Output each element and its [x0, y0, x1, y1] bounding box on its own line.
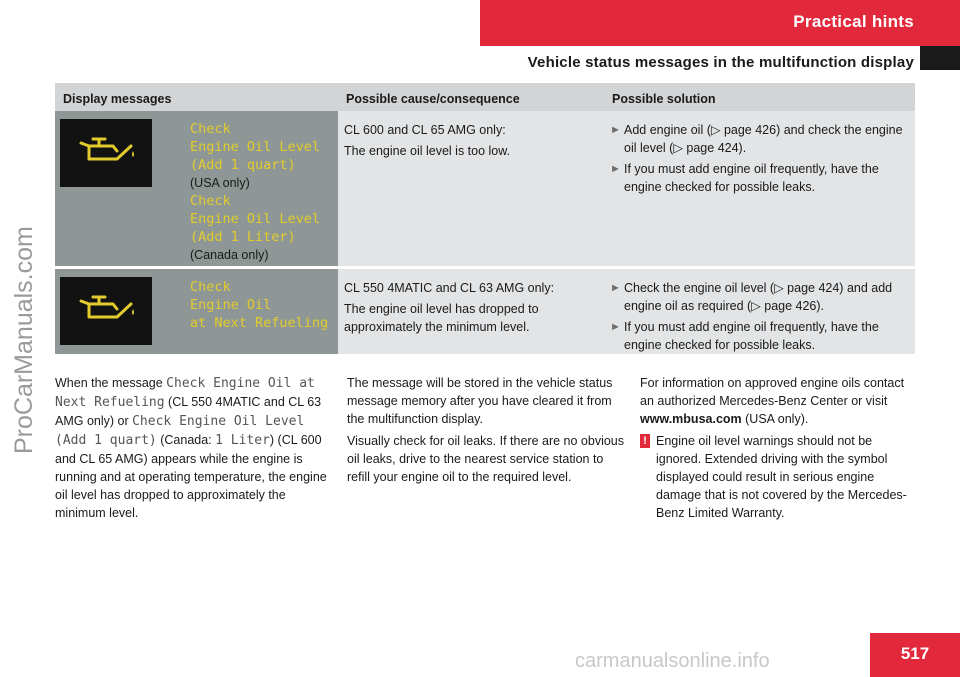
display-line: at Next Refueling — [190, 315, 329, 331]
body-column-3 — [640, 374, 920, 522]
warning-icon: ! — [640, 434, 650, 448]
display-line: Engine Oil Level — [190, 139, 321, 155]
section-title: Practical hints — [793, 12, 914, 31]
section-tab — [480, 0, 960, 46]
col-header-solution: Possible solution — [604, 83, 915, 111]
cause-models: CL 550 4MATIC and CL 63 AMG only: — [344, 281, 555, 295]
cause-text: The engine oil level has dropped to approximately the minimum level. — [344, 302, 539, 334]
solution-item: ► If you must add engine oil frequently, have the engine checked for possible leaks. — [610, 320, 879, 352]
table-row-1-cause — [338, 111, 604, 266]
region-note-canada: (Canada only) — [190, 248, 269, 262]
watermark-bottom: carmanualsonline.info — [575, 650, 770, 672]
solution-item: ► Check the engine oil level (▷ page 424) and add engine oil as required (▷ page 426). — [610, 281, 893, 313]
header-marker — [920, 46, 960, 70]
body-paragraph: When the message Check Engine Oil at Next Refueling (CL 550 4MATIC and CL 63 AMG only) or Check Engine Oil Level (Add 1 quart) (Canada: 1 Liter) (CL 600 and CL 65 AMG) appears while the engine is running and at operating temperature, the engine oil level has dropped to approximately the minimum level. — [55, 376, 327, 520]
page-number: 517 — [870, 633, 960, 677]
cause-text: The engine oil level is too low. — [344, 144, 511, 158]
bullet-arrow-icon: ► — [610, 124, 621, 136]
display-line: (Add 1 quart) — [190, 157, 296, 173]
table-row-1-display — [55, 111, 338, 266]
body-paragraph: The message will be stored in the vehicle status message memory after you have cleared it from the multifunction display. — [347, 376, 613, 426]
display-line: Check — [190, 193, 231, 209]
display-line: Check — [190, 121, 231, 137]
cause-models: CL 600 and CL 65 AMG only: — [344, 123, 506, 137]
display-line: (Add 1 Liter) — [190, 229, 296, 245]
display-message-text — [190, 120, 336, 264]
solution-item: ► Add engine oil (▷ page 426) and check the engine oil level (▷ page 424). — [610, 123, 903, 155]
display-screen — [60, 277, 152, 345]
website-link[interactable]: www.mbusa.com — [640, 412, 742, 426]
region-note-usa: (USA only) — [190, 176, 250, 190]
warning-note — [640, 432, 920, 522]
vehicle-messages-table — [55, 83, 915, 354]
display-line: Engine Oil Level — [190, 211, 321, 227]
col-header-display: Display messages — [55, 83, 338, 111]
body-paragraph: Visually check for oil leaks. If there are no obvious oil leaks, drive to the nearest service station to refill your engine oil to the required level. — [347, 434, 624, 484]
bullet-arrow-icon: ► — [610, 321, 621, 333]
body-paragraph: For information on approved engine oils contact an authorized Mercedes-Benz Center or visit www.mbusa.com (USA only). — [640, 376, 905, 426]
body-column-2 — [347, 374, 627, 490]
table-row-2-solution — [604, 269, 915, 354]
display-screen — [60, 119, 152, 187]
body-column-1 — [55, 374, 335, 526]
warning-text: Engine oil level warnings should not be ignored. Extended driving with the symbol displayed could result in serious engine damage that is not covered by the Mercedes-Benz Limited Warranty. — [656, 434, 907, 520]
table-row-2-cause — [338, 269, 604, 354]
solution-item: ► If you must add engine oil frequently, have the engine checked for possible leaks. — [610, 162, 879, 194]
bullet-arrow-icon: ► — [610, 282, 621, 294]
watermark-left: ProCarManuals.com — [10, 226, 38, 454]
oil-can-icon — [77, 135, 137, 169]
table-row-1-solution — [604, 111, 915, 266]
oil-can-icon — [77, 293, 137, 327]
col-header-cause: Possible cause/consequence — [338, 83, 604, 111]
bullet-arrow-icon: ► — [610, 163, 621, 175]
display-line: Engine Oil — [190, 297, 272, 313]
table-row-2-display — [55, 269, 338, 354]
page-subtitle: Vehicle status messages in the multifunction display — [527, 54, 914, 71]
display-line: Check — [190, 279, 231, 295]
display-message-text — [190, 278, 336, 332]
